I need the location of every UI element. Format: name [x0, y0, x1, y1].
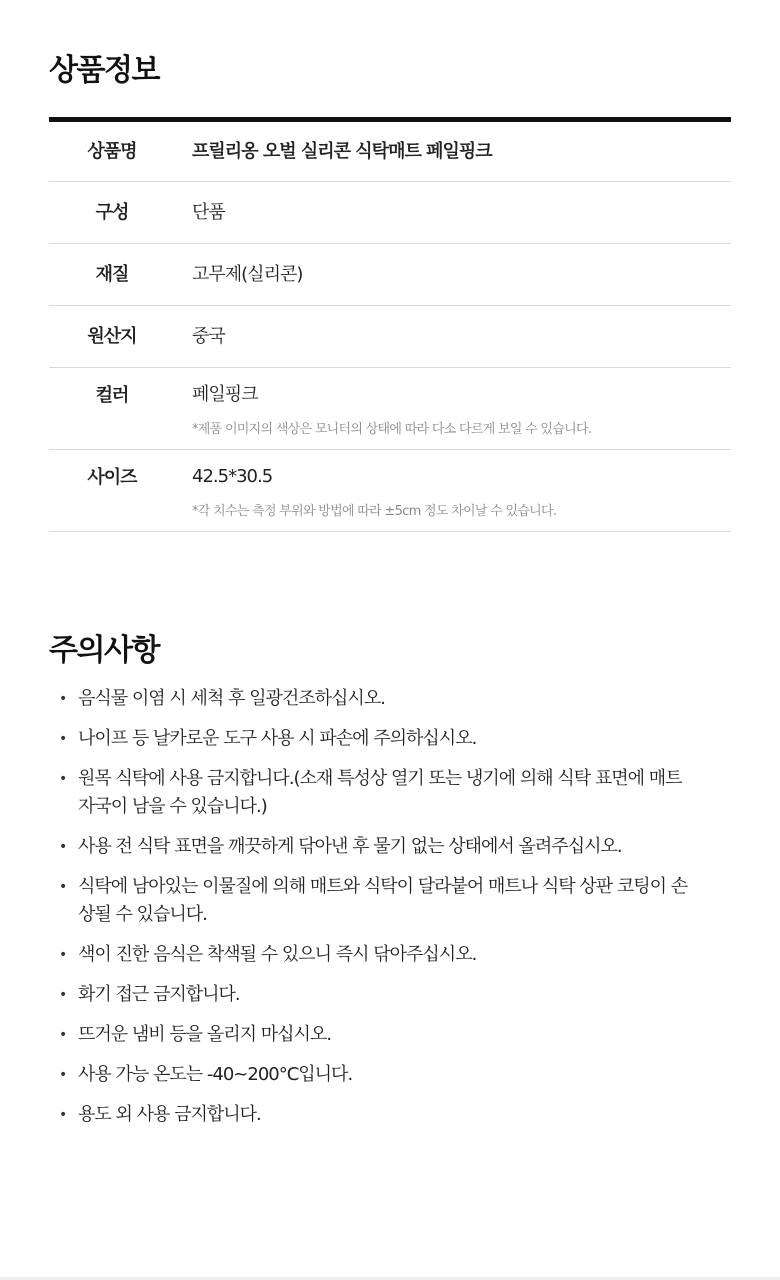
caution-text: 사용 전 식탁 표면을 깨끗하게 닦아낸 후 물기 없는 상태에서 올려주십시오. — [78, 836, 622, 857]
info-label: 재질 — [95, 264, 129, 285]
info-value-cell — [175, 450, 731, 531]
bullet-icon: • — [59, 879, 67, 895]
product-info-title: 상품정보 — [49, 53, 159, 88]
info-label: 원산지 — [87, 326, 137, 347]
bullet-icon: • — [59, 839, 67, 855]
caution-text: 원목 식탁에 사용 금지합니다.(소재 특성상 열기 또는 냉기에 의해 식탁 표면에 매트 자국이 남을 수 있습니다.) — [78, 768, 682, 817]
product-info-table — [49, 117, 731, 532]
caution-text: 색이 진한 음식은 착색될 수 있으니 즉시 닦아주십시오. — [78, 944, 477, 965]
caution-item — [49, 833, 689, 861]
info-value: 단품 — [192, 202, 225, 223]
info-value-cell — [175, 244, 731, 305]
info-row-origin — [49, 306, 731, 368]
info-note: *제품 이미지의 색상은 모니터의 상태에 따라 다소 다르게 보일 수 있습니다. — [192, 422, 592, 437]
caution-text: 식탁에 남아있는 이물질에 의해 매트와 식탁이 달라붙어 매트나 식탁 상판 코팅이 손상될 수 있습니다. — [78, 876, 688, 925]
info-label: 상품명 — [87, 141, 137, 162]
info-value: 중국 — [192, 326, 225, 347]
caution-text: 나이프 등 날카로운 도구 사용 시 파손에 주의하십시오. — [78, 728, 477, 749]
caution-text: 화기 접근 금지합니다. — [78, 984, 240, 1005]
caution-text: 용도 외 사용 금지합니다. — [78, 1104, 261, 1125]
caution-text: 음식물 이염 시 세척 후 일광건조하십시오. — [78, 688, 385, 709]
info-value: 프릴리옹 오벌 실리콘 식탁매트 페일핑크 — [192, 141, 492, 162]
caution-item — [49, 685, 689, 713]
info-label: 사이즈 — [87, 467, 137, 488]
caution-item — [49, 1101, 689, 1129]
caution-item — [49, 1021, 689, 1049]
info-value: 고무제(실리콘) — [192, 264, 303, 285]
bullet-icon: • — [59, 771, 67, 787]
caution-item — [49, 873, 689, 929]
info-label: 컬러 — [95, 385, 129, 406]
info-row-product-name — [49, 122, 731, 182]
caution-item — [49, 725, 689, 753]
bullet-icon: • — [59, 1027, 67, 1043]
caution-item — [49, 941, 689, 969]
info-value: 페일핑크 — [192, 384, 258, 405]
info-value-cell — [175, 122, 731, 181]
caution-item — [49, 1061, 689, 1089]
info-row-material — [49, 244, 731, 306]
info-note: *각 치수는 측정 부위와 방법에 따라 ±5cm 정도 차이날 수 있습니다. — [192, 504, 557, 519]
bullet-icon: • — [59, 947, 67, 963]
info-value-cell — [175, 306, 731, 367]
info-value: 42.5*30.5 — [192, 466, 273, 487]
caution-text: 사용 가능 온도는 -40~200°C입니다. — [78, 1064, 353, 1085]
caution-item — [49, 765, 689, 821]
info-value-cell — [175, 182, 731, 243]
caution-text: 뜨거운 냄비 등을 올리지 마십시오. — [78, 1024, 332, 1045]
caution-title: 주의사항 — [49, 633, 159, 668]
info-label: 구성 — [95, 202, 129, 223]
bullet-icon: • — [59, 691, 67, 707]
info-row-size — [49, 450, 731, 532]
info-row-color — [49, 368, 731, 450]
caution-item — [49, 981, 689, 1009]
bullet-icon: • — [59, 1107, 67, 1123]
bullet-icon: • — [59, 987, 67, 1003]
info-value-cell — [175, 368, 731, 449]
bullet-icon: • — [59, 1067, 67, 1083]
caution-list — [49, 685, 689, 1141]
bullet-icon: • — [59, 731, 67, 747]
info-row-composition — [49, 182, 731, 244]
